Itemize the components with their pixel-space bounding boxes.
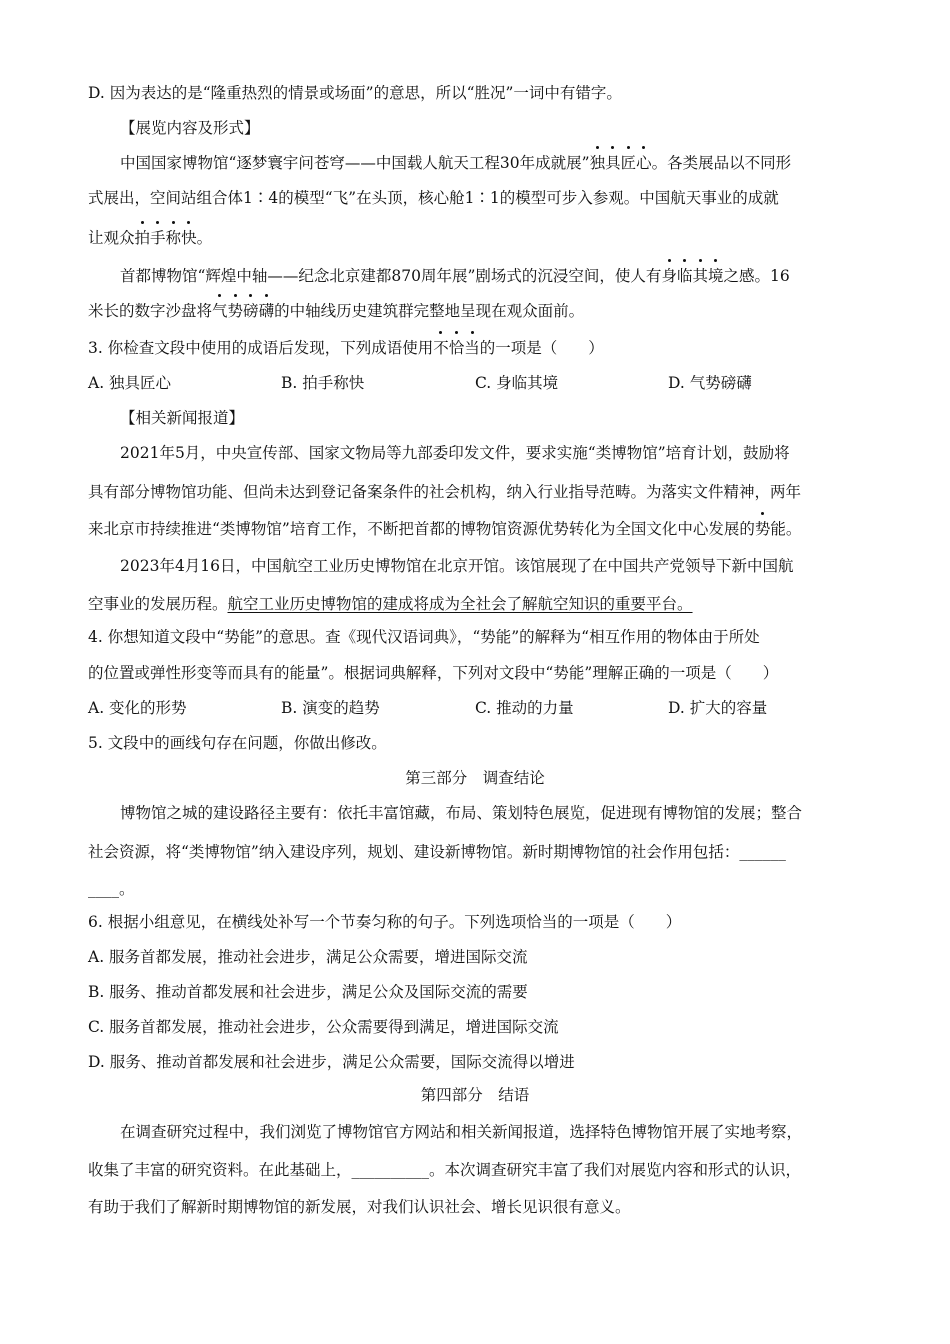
dotted-emphasis bbox=[433, 339, 480, 357]
text-run: 让观众 bbox=[88, 229, 135, 247]
dotted-idiom bbox=[590, 154, 652, 172]
section-exhibit-heading: 【展览内容及形式】 bbox=[120, 119, 260, 137]
exhibit-para1-line3 bbox=[88, 227, 868, 249]
part4-line1: 在调查研究过程中，我们浏览了博物馆官方网站和相关新闻报道，选择特色博物馆开展了实地考察， bbox=[120, 1123, 803, 1141]
q4-stem-line1: 4. 你想知道文段中“势能”的意思。查《现代汉语词典》，“势能”的解释为“相互作用的物体由于所处 bbox=[88, 628, 760, 646]
emphasis-char: 手 bbox=[150, 229, 166, 247]
emphasis-char: 心 bbox=[636, 154, 652, 172]
q3-option-d: D. 气势磅礴 bbox=[668, 374, 752, 392]
emphasis-char: 气 bbox=[212, 302, 228, 320]
underlined-sentence: 航空工业历史博物馆的建成将成为全社会了解航空知识的重要平台。 bbox=[227, 595, 693, 613]
q4-stem-line2: 的位置或弹性形变等而具有的能量”。根据词典解释，下列对文段中“势能”理解正确的一项是（ ） bbox=[88, 664, 779, 682]
emphasis-char: 礴 bbox=[258, 302, 275, 320]
dotted-char bbox=[755, 520, 771, 538]
exhibit-para2-line2 bbox=[88, 300, 868, 322]
q6-option-c: C. 服务首都发展，推动社会进步，公众需要得到满足，增进国际交流 bbox=[88, 1018, 559, 1036]
emphasis-char: 势 bbox=[227, 302, 244, 320]
part4-line3: 有助于我们了解新时期博物馆的新发展，对我们认识社会、增长见识很有意义。 bbox=[88, 1198, 631, 1216]
q3-option-a: A. 独具匠心 bbox=[88, 374, 172, 392]
news-para1-line3 bbox=[88, 518, 868, 540]
part3-line3: ____。 bbox=[88, 880, 135, 898]
emphasis-char: 匠 bbox=[620, 154, 637, 172]
part4-title: 第四部分 结语 bbox=[420, 1086, 530, 1104]
emphasis-char: 当 bbox=[464, 339, 480, 357]
text-run: 。 bbox=[196, 229, 213, 247]
section-news-heading: 【相关新闻报道】 bbox=[120, 409, 245, 427]
q4-option-d: D. 扩大的容量 bbox=[668, 699, 768, 717]
emphasis-char: 拍 bbox=[134, 229, 151, 247]
news-para1-line2: 具有部分博物馆功能、但尚未达到登记备案条件的社会机构，纳入行业指导范畴。为落实文件精神，两年 bbox=[88, 483, 802, 501]
emphasis-char: 其 bbox=[692, 267, 708, 285]
text-run: 中国国家博物馆“逐梦寰宇问苍穹——中国载人航天工程30年成就展” bbox=[120, 154, 590, 172]
emphasis-char: 身 bbox=[661, 267, 677, 285]
text-run: 的中轴线历史建筑群完整地呈现在观众面前。 bbox=[274, 302, 585, 320]
emphasis-char: 独 bbox=[589, 154, 606, 172]
part3-title: 第三部分 调查结论 bbox=[405, 769, 545, 787]
q4-option-c: C. 推动的力量 bbox=[475, 699, 574, 717]
text-run: 来北京市持续推进“类博物馆”培育工作，不断把首都的博物馆资源优势转化为全国文化中心发展的 bbox=[88, 520, 755, 538]
emphasis-char: 势 bbox=[754, 520, 771, 538]
text-run: 首都博物馆“辉煌中轴——纪念北京建都870周年展”剧场式的沉浸空间，使人有 bbox=[120, 267, 662, 285]
q3-stem bbox=[88, 337, 868, 359]
part4-line2: 收集了丰富的研究资料。在此基础上，__________。本次调查研究丰富了我们对展览内容和形式的认识， bbox=[88, 1161, 802, 1179]
emphasis-char: 临 bbox=[676, 267, 693, 285]
exhibit-para1-line2: 式展出，空间站组合体1∶4的模型“飞”在头顶，核心舱1∶1的模型可步入参观。中国航天事业的成就 bbox=[88, 189, 779, 207]
exhibit-para2-line1 bbox=[120, 265, 868, 287]
q6-option-d: D. 服务、推动首都发展和社会进步，满足公众需要，国际交流得以增进 bbox=[88, 1053, 575, 1071]
news-para1-line1: 2021年5月，中央宣传部、国家文物局等九部委印发文件，要求实施“类博物馆”培育计划，鼓励将 bbox=[120, 444, 790, 462]
part3-line2: 社会资源，将“类博物馆”纳入建设序列，规划、建设新博物馆。新时期博物馆的社会作用包括：______ bbox=[88, 843, 786, 861]
emphasis-char: 境 bbox=[707, 267, 724, 285]
q4-option-a: A. 变化的形势 bbox=[88, 699, 187, 717]
emphasis-char: 恰 bbox=[448, 339, 465, 357]
q3-option-b: B. 拍手称快 bbox=[281, 374, 365, 392]
text-run: 的一项是（ ） bbox=[479, 339, 604, 357]
text-run: 能。 bbox=[770, 520, 802, 538]
q3-option-c: C. 身临其境 bbox=[475, 374, 559, 392]
news-para2-line2 bbox=[88, 593, 868, 615]
q2-option-d: D. 因为表达的是“隆重热烈的情景或场面”的意思，所以“胜况”一词中有错字。 bbox=[88, 84, 622, 102]
q5-stem: 5. 文段中的画线句存在问题，你做出修改。 bbox=[88, 734, 387, 752]
part3-line1: 博物馆之城的建设路径主要有：依托丰富馆藏，布局、策划特色展览，促进现有博物馆的发展；整合 bbox=[120, 804, 803, 822]
q6-stem: 6. 根据小组意见，在横线处补写一个节奏匀称的句子。下列选项恰当的一项是（ ） bbox=[88, 913, 682, 931]
exhibit-para1-line1 bbox=[120, 152, 868, 174]
dotted-idiom bbox=[661, 267, 723, 285]
news-para2-line1: 2023年4月16日，中国航空工业历史博物馆在北京开馆。该馆展现了在中国共产党领导下新中国航 bbox=[120, 557, 794, 575]
emphasis-char: 称 bbox=[165, 229, 182, 247]
text-run: 米长的数字沙盘将 bbox=[88, 302, 213, 320]
text-run: 空事业的发展历程。 bbox=[88, 595, 228, 613]
dotted-idiom bbox=[135, 229, 197, 247]
text-run: 。各类展品以不同形 bbox=[651, 154, 792, 172]
emphasis-char: 磅 bbox=[243, 302, 259, 320]
text-run: 之感。16 bbox=[723, 267, 790, 285]
emphasis-char: 不 bbox=[433, 339, 449, 357]
q6-option-a: A. 服务首都发展，推动社会进步，满足公众需要，增进国际交流 bbox=[88, 948, 528, 966]
text-run: 3. 你检查文段中使用的成语后发现，下列成语使用 bbox=[88, 339, 434, 357]
q4-option-b: B. 演变的趋势 bbox=[281, 699, 380, 717]
emphasis-char: 快 bbox=[181, 229, 197, 247]
dotted-idiom bbox=[212, 302, 274, 320]
emphasis-char: 具 bbox=[605, 154, 621, 172]
q6-option-b: B. 服务、推动首都发展和社会进步，满足公众及国际交流的需要 bbox=[88, 983, 528, 1001]
